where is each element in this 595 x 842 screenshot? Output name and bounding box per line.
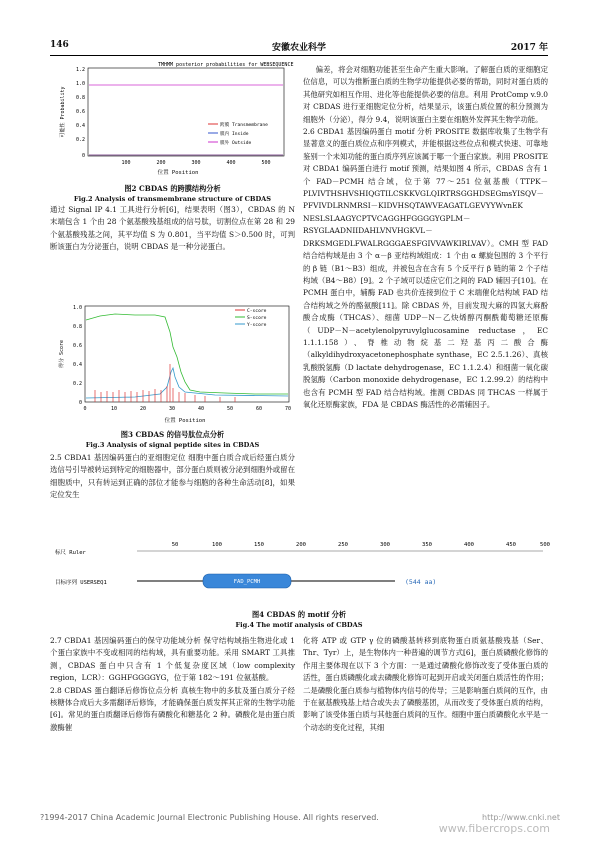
fig2-xtick: 400 <box>226 160 236 166</box>
copyright: ?1994-2017 China Academic Journal Electronic Publishing House. All rights reserved. <box>40 813 379 822</box>
fig4-tick: 200 <box>296 542 306 548</box>
fig3-y-score-line <box>86 368 288 398</box>
fig2-xlabel: 位置 Position <box>157 170 199 176</box>
fig3-xtick: 40 <box>197 406 205 412</box>
fig2-title: TMHMM posterior probabilities for WEBSEQUENCE <box>158 62 294 68</box>
fig2-caption-zh: 图2 CBDAS 的跨膜结构分析 <box>124 184 221 193</box>
fig4-tick: 50 <box>171 542 179 548</box>
section-2-5 <box>50 452 295 502</box>
fig4-tick: 250 <box>338 542 348 548</box>
paragraph: 偏差，将会对细胞功能甚至生命产生重大影响。了解蛋白质的亚细胞定位信息，可以为推断蛋白质的生物学功能提供必要的帮助，同时对蛋白质的其他研究如相互作用、进化等也能提供必要的信息。利用 ProtComp v.9.0 对 CBDAS 进行亚细胞定位分析，结果显示，该蛋白质位置的积分预测为细胞外（分泌），得分 9.4，说明该蛋白主要在细胞外发挥其生物学功能。 <box>303 65 548 124</box>
fig3-xtick: 70 <box>284 406 292 412</box>
fig3-xtick: 60 <box>255 406 263 412</box>
fig2-tmhmm-plot <box>58 62 294 182</box>
fig3-caption-zh: 图3 CBDAS 的信号肽位点分析 <box>120 430 225 439</box>
fig4-ruler-label: 标尺 Ruler <box>55 550 86 556</box>
left-text-bottom <box>50 635 295 734</box>
fig3-xlabel: 位置 Position <box>164 418 206 424</box>
paragraph: 通过 Signal IP 4.1 工具进行分析[6]，结果表明（图3），CBDAS 的 N 末端包含 1 个由 28 个氨基酸残基组成的信号肽，切割位点在第 28 和 29 个氨基酸残基之间，其平均值 S 为 0.801，当平均值 S＞0.500 时，可判断该蛋白为分泌蛋白，说明 CBDAS 是一种分泌蛋白。 <box>50 205 295 252</box>
fig2-ytick: 1.2 <box>75 67 85 73</box>
fig4-tick: 450 <box>506 542 516 548</box>
fig2-xtick: 300 <box>191 160 201 166</box>
paragraph: 化将 ATP 或 GTP γ 位的磷酸基转移到底物蛋白质氨基酸残基（Ser、Thr、Tyr）上，是生物体内一种普遍的调节方式[6]，蛋白质磷酸化修饰的作用主要体现在以下 3 个方面：一是通过磷酸化修饰改变了受体蛋白质的活性，蛋白质磷酸化或去磷酸化修饰可起到开启或关闭蛋白质活性的作用；二是磷酸化蛋白质参与植物体内信号的传导；三是影响蛋白质间的互作，由于在氨基酸残基上结合或失去了磷酸基团，从而改变了受体蛋白质的结构，影响了该受体蛋白质与其他蛋白质间的互作。细胞中蛋白质磷酸化水平是一个动态的变化过程，其细 <box>303 636 548 732</box>
fig3-xtick: 10 <box>110 406 118 412</box>
fig2-caption <box>50 184 295 204</box>
fig3-ytick: 0.4 <box>72 362 82 368</box>
fig4-tick: 100 <box>212 542 222 548</box>
fig3-signalp-plot <box>55 302 295 430</box>
fig3-legend-item: Y-score <box>247 323 267 328</box>
fig3-ytick: 1.0 <box>72 305 82 311</box>
fig2-legend-item: 膜外 Outside <box>220 141 252 146</box>
fig4-seq-label: 目标序列 USERSEQ1 <box>55 580 107 586</box>
fig4-tick: 350 <box>422 542 432 548</box>
header-rule <box>50 55 548 56</box>
fig4-caption <box>50 610 548 630</box>
fig3-ytick: 0 <box>78 400 82 406</box>
fig3-xtick: 30 <box>168 406 176 412</box>
fig3-ylabel: 得分 Score <box>59 339 65 369</box>
fig3-caption-en: Fig.3 Analysis of signal peptide sites in CBDAS <box>85 441 260 449</box>
fig2-xtick: 500 <box>261 160 271 166</box>
page-footer <box>40 813 560 822</box>
fig4-tick: 500 <box>540 542 550 548</box>
watermark: www.fibercrops.com <box>438 822 550 835</box>
fig3-ytick: 0.2 <box>72 381 82 387</box>
fig3-xtick: 20 <box>139 406 147 412</box>
fig2-ytick: 0.6 <box>75 109 85 115</box>
fig2-xtick: 100 <box>121 160 131 166</box>
fig3-caption <box>50 430 295 450</box>
fig4-tick: 400 <box>464 542 474 548</box>
right-text-top <box>303 64 548 411</box>
fig3-legend-item: C-score <box>247 309 267 314</box>
fig3-xtick: 50 <box>226 406 234 412</box>
page-number: 146 <box>50 40 69 50</box>
section-2-7: 2.7 CBDA1 基因编码蛋白的保守功能域分析 保守结构域指生物进化或 1 个蛋白家族中不变或相同的结构域，具有重要功能。采用 SMART 工具推测，CBDAS 蛋白中只含有 1 个低复杂度区域（low complexity region，LCR）：GGHFGGGGYG，位于第 182～191 位氨基酸。 <box>50 636 295 683</box>
fig4-caption-en: Fig.4 The motif analysis of CBDAS <box>235 621 363 629</box>
fig3-legend-item: S-score <box>247 316 267 321</box>
fig2-ytick: 0.4 <box>75 123 85 129</box>
fig4-aa-length: (544 aa) <box>405 578 437 586</box>
fig3-ytick: 0.6 <box>72 343 82 349</box>
left-text-top <box>50 204 295 254</box>
fig2-ytick: 0.8 <box>75 95 85 101</box>
fig2-ylabel: 可能性 Probability <box>60 86 66 138</box>
fig4-tick: 300 <box>380 542 390 548</box>
fig4-tick: 150 <box>254 542 264 548</box>
section-2-6: 2.6 CBDA1 基因编码蛋白 motif 分析 PROSITE 数据库收集了生物学有显著意义的蛋白质位点和序列模式，并能根据这些位点和模式快速、可靠地鉴别一个未知功能的蛋白质序列应该属于哪一个蛋白家族。利用 PROSITE 对 CBDA1 编码蛋白进行 motif 预测，结果如图 4 所示，CBDAS 含有 1 个 FAD－PCMH 结合域，位于第 77～251 位氨基酸（TTPK－PLVIVTHSHVSHIQGTILCSKKVGLQIRTRSGGHDSEGmsYISQV－PFVIVDLRNMRSI－KIDVHSQTAWVEAGATLGEVYYWvnEK NESLSLAAGYCPTVCAGGHFGGGGYGPLM－RSYGLAADNIIDAHLVNVHGKVL－DRKSMGEDLFWALRGGGAESFGIVVAWKIRLVAV）。CMH 型 FAD 结合结构域是由 3 个 α－β 亚结构域组成：1 个由 α 螺旋包围的 3 个平行的 β 链（B1～B3）组成，并被包含在含有 5 个反平行 β 链的第 2 个子结构域（B4～B8）[9]。2 个子域可以适应它们之间的 FAD 辅因子[10]。在 PCMH 蛋白中，辅酶 FAD 也共价连接到位于 C 末端催化结构域 FAD 结合结构域之外的酪氨酸[11]。除 CBDAS 外，目前发现大麻的四氢大麻酚酸合成酶（THCAS）、细菌 UDP－N－乙炔烯醇丙酮酰葡萄糖还原酶（UDP－N－acetylenolpyruvylglucosamine reductase，EC 1.1.1.158）、脊椎动物烷基二羟基丙二酸合酶（alkyldihydroxyacetonephosphate synthase，EC 2.5.1.26）、真核乳酸脱氢酶（D lactate dehydrogenase，EC 1.1.2.4）和细菌一氧化碳脱氢酶（Carbon monoxide dehydrogenase，EC 1.2.99.2）的结构中也含有 PCMH 型 FAD 结合结构域。推测 CBDAS 同 THCAS 一样属于氧化还原酶家族，FDA 是 CBDAS 酶活性的必需辅因子。 <box>303 127 548 409</box>
fig2-plot-frame <box>88 68 284 156</box>
section-2-8: 2.8 CBDAS 蛋白翻译后修饰位点分析 真核生物中的多肽及蛋白质分子经核糖体合成后大多需翻译后修饰，才能确保蛋白质发挥其正常的生物学功能[6]。常见的蛋白质翻译后修饰有磷酸化和糖基化 2 种。磷酸化是由蛋白质激酶催 <box>50 685 295 732</box>
fig2-legend-item: 跨膜 Transmembrane <box>220 123 268 128</box>
right-text-bottom <box>303 635 548 734</box>
paragraph: 2.5 CBDA1 基因编码蛋白的亚细胞定位 细胞中蛋白质合成后经蛋白质分选信号引导被转运到特定的细胞器中，部分蛋白质则被分泌到细胞外或留在细胞质中，只有转运到正确的部位才能参与细胞的各种生命活动[8]，如果定位发生 <box>50 453 295 500</box>
fig3-ytick: 0.8 <box>72 324 82 330</box>
journal-name: 安徽农业科学 <box>271 43 326 53</box>
fig2-legend-item: 膜内 Inside <box>220 132 249 137</box>
fig2-ytick: 0.2 <box>75 137 85 143</box>
fig3-xtick: 0 <box>83 406 87 412</box>
fig2-caption-en: Fig.2 Analysis of transmembrane structure of CBDAS <box>73 195 272 203</box>
journal-year: 2017 年 <box>510 43 548 53</box>
fig2-ytick: 0 <box>81 153 85 159</box>
fig4-motif-diagram <box>55 540 550 606</box>
fig4-domain-label: FAD_PCMH <box>233 579 261 585</box>
fig3-c-score-bars <box>95 364 235 402</box>
page-header <box>50 40 548 56</box>
fig2-xtick: 200 <box>156 160 166 166</box>
fig2-ytick: 1.0 <box>75 81 85 87</box>
fig4-caption-zh: 图4 CBDAS 的 motif 分析 <box>251 610 347 619</box>
footer-url[interactable]: http://www.cnki.net <box>482 813 560 822</box>
